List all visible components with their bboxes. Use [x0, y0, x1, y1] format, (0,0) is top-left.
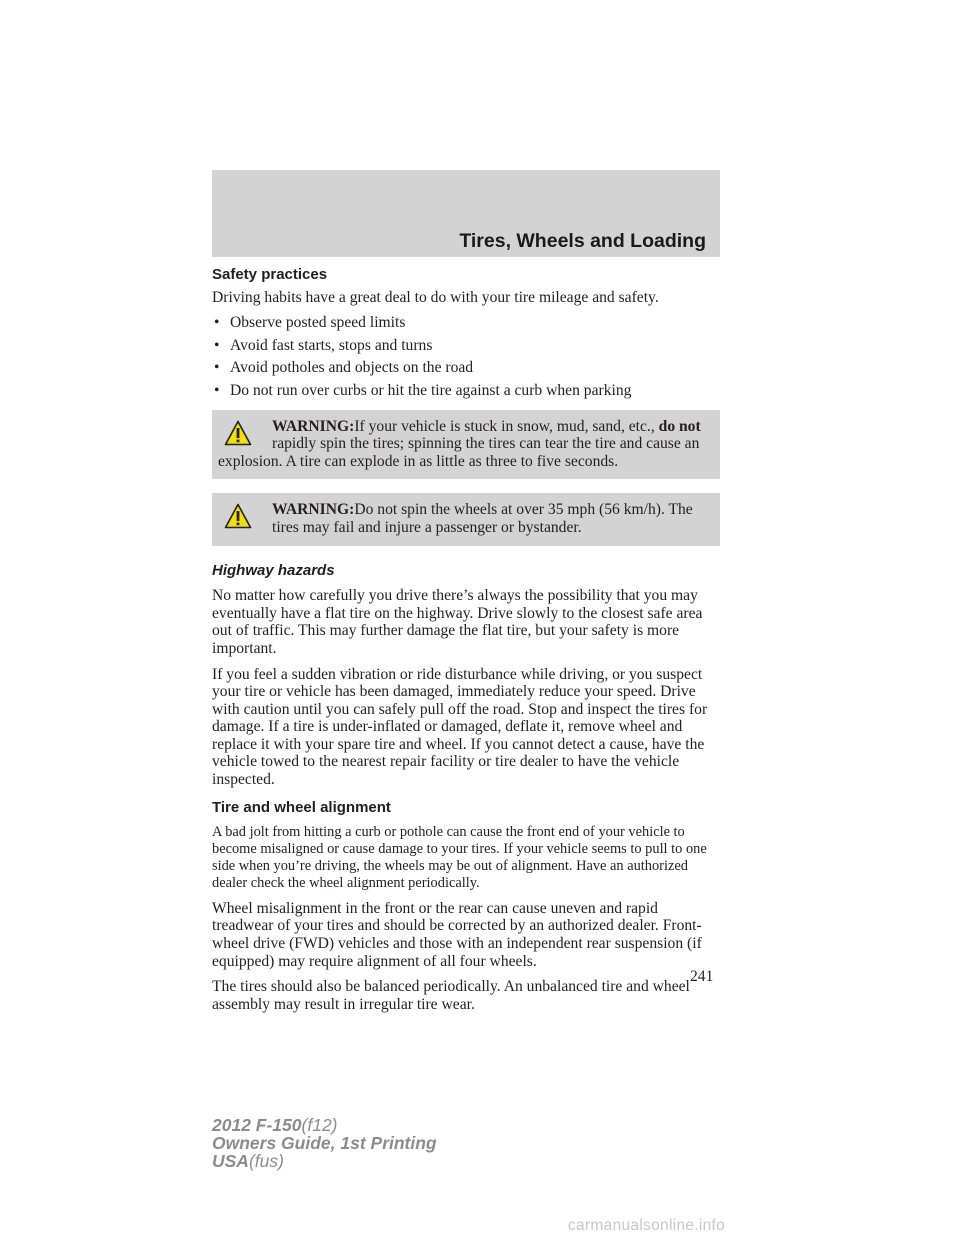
list-item: • Observe posted speed limits [214, 314, 406, 332]
list-item: • Avoid potholes and objects on the road [214, 359, 474, 377]
section-heading-highway-hazards: Highway hazards [212, 561, 335, 579]
warning-emphasis: do not [658, 417, 701, 435]
list-item: • Avoid fast starts, stops and turns [214, 336, 433, 354]
highway-paragraph-1: No matter how carefully you drive there’s always the possibility that you may eventually have a flat tire on the highway. Drive slowly to the closest safe area out of traffic. This may further damage the flat tire, but your safety is more important. [212, 587, 703, 657]
page-number: 241 [690, 968, 714, 985]
alignment-paragraph-3: The tires should also be balanced periodically. An unbalanced tire and wheel assembly may result in irregular tire wear. [212, 978, 690, 1013]
section-heading-alignment: Tire and wheel alignment [212, 798, 391, 816]
chapter-title: Tires, Wheels and Loading [459, 230, 706, 252]
alignment-paragraph-2: Wheel misalignment in the front or the rear can cause uneven and rapid treadwear of your tires and should be corrected by an authorized dealer. Front-wheel drive (FWD) vehicles and those with an independent rear suspension (if equipped) may require alignment of all four wheels. [212, 899, 702, 970]
bullet-glyph: • [214, 314, 220, 332]
safety-bullet-list [212, 314, 720, 399]
warning-triangle-icon [224, 420, 252, 446]
list-item: • Do not run over curbs or hit the tire against a curb when parking [214, 381, 632, 399]
safety-intro: Driving habits have a great deal to do with your tire mileage and safety. [212, 288, 659, 306]
chapter-header-band [212, 170, 720, 257]
page-content [212, 266, 720, 1021]
warning-label: WARNING: [272, 501, 355, 519]
warning-triangle-icon [224, 503, 252, 529]
watermark: carmanualsonline.info [568, 1217, 726, 1234]
bullet-glyph: • [214, 381, 220, 399]
bullet-glyph: • [214, 336, 220, 354]
highway-paragraph-2: If you feel a sudden vibration or ride disturbance while driving, or you suspect your tire or vehicle has been damaged, immediately reduce your speed. Drive with caution until you can safely pull off the road. Stop and inspect the tires for damage. If a tire is under-inflated or damaged, deflate it, remove wheel and replace it with your spare tire and wheel. If you cannot detect a cause, have the vehicle towed to the nearest repair facility or tire dealer to have the vehicle inspected. [212, 665, 708, 789]
warning-box-spin: WARNING:Do not spin the wheels at over 35 mph (56 km/h). The tires may fail and injure a passenger or bystander. [212, 493, 720, 545]
warning-box-stuck: WARNING:If your vehicle is stuck in snow, mud, sand, etc., do not rapidly spin the tires; spinning the tires can tear the tire and cause an explosion. A tire can explode in as little as three to five seconds. [212, 410, 720, 480]
warning-label: WARNING: [272, 417, 355, 435]
alignment-paragraph-1: A bad jolt from hitting a curb or pothole can cause the front end of your vehicle to become misaligned or cause damage to your tires. If your vehicle seems to pull to one side when you’re driving, the wheels may be out of alignment. Have an authorized dealer check the wheel alignment periodically. [212, 824, 707, 891]
bullet-glyph: • [214, 359, 220, 377]
section-heading-safety-practices: Safety practices [212, 266, 328, 283]
print-footer: 2012 F-150(f12) Owners Guide, 1st Printing USA(fus) [212, 1115, 437, 1171]
